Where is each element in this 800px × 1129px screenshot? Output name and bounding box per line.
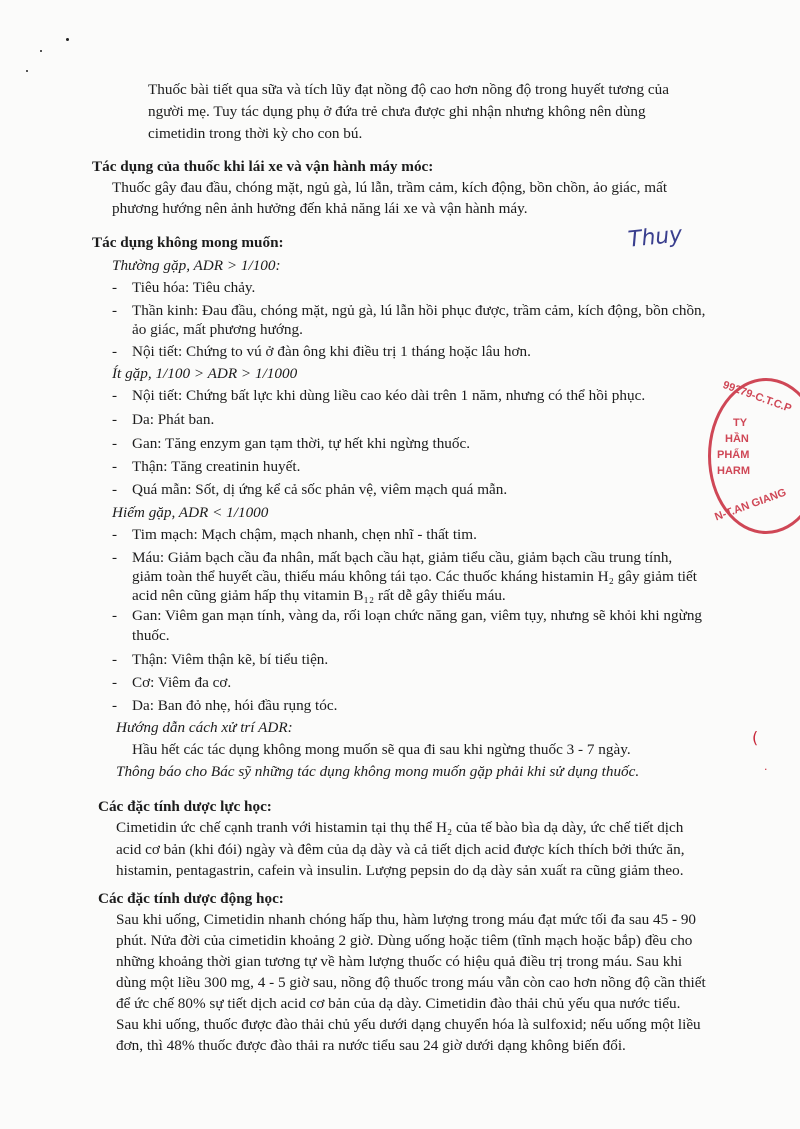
pharmacokinetics-line: đơn, thì 48% thuốc được đào thải ra nước tiểu sau 24 giờ dưới dạng không biến đổi. xyxy=(116,1037,626,1054)
bullet-dash: - xyxy=(112,435,118,452)
handwritten-signature: Thuy xyxy=(626,222,684,253)
driving-heading: Tác dụng của thuốc khi lái xe và vận hành máy móc: xyxy=(92,158,434,175)
stamp-text: PHẨM xyxy=(717,449,750,461)
pharmacodynamics-heading: Các đặc tính dược lực học: xyxy=(98,798,272,815)
adverse-item: Gan: Tăng enzym gan tạm thời, tự hết khi ngừng thuốc. xyxy=(132,435,471,452)
adverse-item: ảo giác, mất phương hướng. xyxy=(132,321,303,338)
pharmacodynamics-line: acid cơ bản (khi đói) ngày và đêm của dạ dày và cả tiết dịch acid được kích thích bởi thức ăn, xyxy=(116,841,685,858)
bullet-dash: - xyxy=(112,411,118,428)
scan-speck xyxy=(40,50,42,52)
bullet-dash: - xyxy=(112,651,118,668)
adverse-item: Thần kinh: Đau đầu, chóng mặt, ngủ gà, lú lẫn hồi phục được, trầm cảm, kích động, bồn chồn, xyxy=(132,302,706,319)
scan-speck xyxy=(66,38,69,41)
intro-line: Thuốc bài tiết qua sữa và tích lũy đạt nồng độ cao hơn nồng độ trong huyết tương của xyxy=(148,81,669,98)
driving-line: Thuốc gây đau đầu, chóng mặt, ngủ gà, lú lẫn, trầm cảm, kích động, bồn chồn, ảo giác, mất xyxy=(112,179,668,196)
bullet-dash: - xyxy=(112,343,118,360)
pharmacokinetics-line: Sau khi uống, Cimetidin nhanh chóng hấp thu, hàm lượng trong máu đạt mức tối đa sau 45 - 90 xyxy=(116,911,697,928)
bullet-dash: - xyxy=(112,549,118,566)
pharmacokinetics-line: Sau khi uống, thuốc được đào thải chủ yếu dưới dạng chuyển hóa là sulfoxid; nếu uống một liều xyxy=(116,1016,701,1033)
intro-line: người mẹ. Tuy tác dụng phụ ở đứa trẻ chưa được ghi nhận nhưng không nên dùng xyxy=(148,103,646,120)
stamp-text: TY xyxy=(733,417,748,429)
bullet-dash: - xyxy=(112,481,118,498)
pharmacokinetics-line: để ức chế 80% sự tiết dịch acid cơ bản của dạ dày. Cimetidin đào thải chủ yếu qua nước tiểu. xyxy=(116,995,681,1012)
bullet-dash: - xyxy=(112,458,118,475)
stamp-text: HẦN xyxy=(725,433,749,445)
adverse-item: Nội tiết: Chứng bất lực khi dùng liều cao kéo dài trên 1 năm, nhưng có thể hồi phục. xyxy=(132,387,646,404)
adverse-item: Nội tiết: Chứng to vú ở đàn ông khi điều trị 1 tháng hoặc lâu hơn. xyxy=(132,343,531,360)
pharmacokinetics-line: phút. Nửa đời của cimetidin khoảng 2 giờ. Dùng uống hoặc tiêm (tĩnh mạch hoặc bắp) đều cho xyxy=(116,932,693,949)
pharmacokinetics-line: những khoảng thời gian tương tự về hàm lượng thuốc có hiệu quả điều trị trong máu. Sau khi xyxy=(116,953,683,970)
uncommon-label: Ít gặp, 1/100 > ADR > 1/1000 xyxy=(112,365,298,382)
adverse-item: Thận: Tăng creatinin huyết. xyxy=(132,458,301,475)
bullet-dash: - xyxy=(112,674,118,691)
pharmacokinetics-line: dùng một liều 300 mg, 4 - 5 giờ sau, nồng độ thuốc trong máu vẫn còn cao hơn nồng độ cần thiết xyxy=(116,974,706,991)
scan-speck xyxy=(26,70,28,72)
adverse-heading: Tác dụng không mong muốn: xyxy=(92,234,284,251)
intro-line: cimetidin trong thời kỳ cho con bú. xyxy=(148,125,363,142)
driving-line: phương hướng nên ảnh hưởng đến khả năng lái xe và vận hành máy. xyxy=(112,200,528,217)
adverse-item: Gan: Viêm gan mạn tính, vàng da, rối loạn chức năng gan, viêm tụy, nhưng sẽ khỏi khi ngừng xyxy=(132,607,703,624)
guidance-text: Hầu hết các tác dụng không mong muốn sẽ qua đi sau khi ngừng thuốc 3 - 7 ngày. xyxy=(132,741,631,758)
adverse-item: Da: Ban đỏ nhẹ, hói đầu rụng tóc. xyxy=(132,697,338,714)
bullet-dash: - xyxy=(112,697,118,714)
guidance-label: Hướng dẫn cách xử trí ADR: xyxy=(116,719,293,736)
bullet-dash: - xyxy=(112,302,118,319)
adverse-item: Tiêu hóa: Tiêu chảy. xyxy=(132,279,256,296)
adverse-item: giảm toàn thể huyết cầu, thiếu máu không tái tạo. Các thuốc kháng histamin H₂ gây giảm tiết xyxy=(132,568,697,585)
stamp-text: HARM xyxy=(717,465,750,477)
company-stamp xyxy=(708,378,800,534)
adverse-item: acid nên cũng giảm hấp thụ vitamin B₁₂ rất dễ gây thiếu máu. xyxy=(132,587,506,604)
adverse-item: Quá mẫn: Sốt, dị ứng kể cả sốc phản vệ, viêm mạch quá mẫn. xyxy=(132,481,508,498)
pharmacokinetics-heading: Các đặc tính dược động học: xyxy=(98,890,284,907)
bullet-dash: - xyxy=(112,526,118,543)
doctor-notice: Thông báo cho Bác sỹ những tác dụng không mong muốn gặp phải khi sử dụng thuốc. xyxy=(116,763,640,780)
pharmacodynamics-line: Cimetidin ức chế cạnh tranh với histamin tại thụ thể H₂ của tế bào bìa dạ dày, ức chế tiết dịch xyxy=(116,819,684,836)
stamp-fragment-mark: . xyxy=(764,760,768,773)
adverse-item: Da: Phát ban. xyxy=(132,411,215,428)
adverse-item: thuốc. xyxy=(132,627,170,644)
stamp-fragment-mark: ( xyxy=(752,728,759,747)
adverse-item: Máu: Giảm bạch cầu đa nhân, mất bạch cầu hạt, giảm tiểu cầu, giảm bạch cầu trung tính, xyxy=(132,549,673,566)
bullet-dash: - xyxy=(112,279,118,296)
pharmacodynamics-line: histamin, pentagastrin, cafein và insulin. Lượng pepsin do dạ dày sản xuất ra cũng giảm theo. xyxy=(116,862,684,879)
adverse-item: Tim mạch: Mạch chậm, mạch nhanh, chẹn nhĩ - thất tim. xyxy=(132,526,477,543)
common-label: Thường gặp, ADR > 1/100: xyxy=(112,257,281,274)
adverse-item: Thận: Viêm thận kẽ, bí tiểu tiện. xyxy=(132,651,329,668)
stamp-text: 99279-C.T.C.P xyxy=(721,379,794,415)
adverse-item: Cơ: Viêm đa cơ. xyxy=(132,674,232,691)
bullet-dash: - xyxy=(112,387,118,404)
stamp-text: N-T.AN GIANG xyxy=(713,486,788,524)
bullet-dash: - xyxy=(112,607,118,624)
rare-label: Hiếm gặp, ADR < 1/1000 xyxy=(112,504,269,521)
